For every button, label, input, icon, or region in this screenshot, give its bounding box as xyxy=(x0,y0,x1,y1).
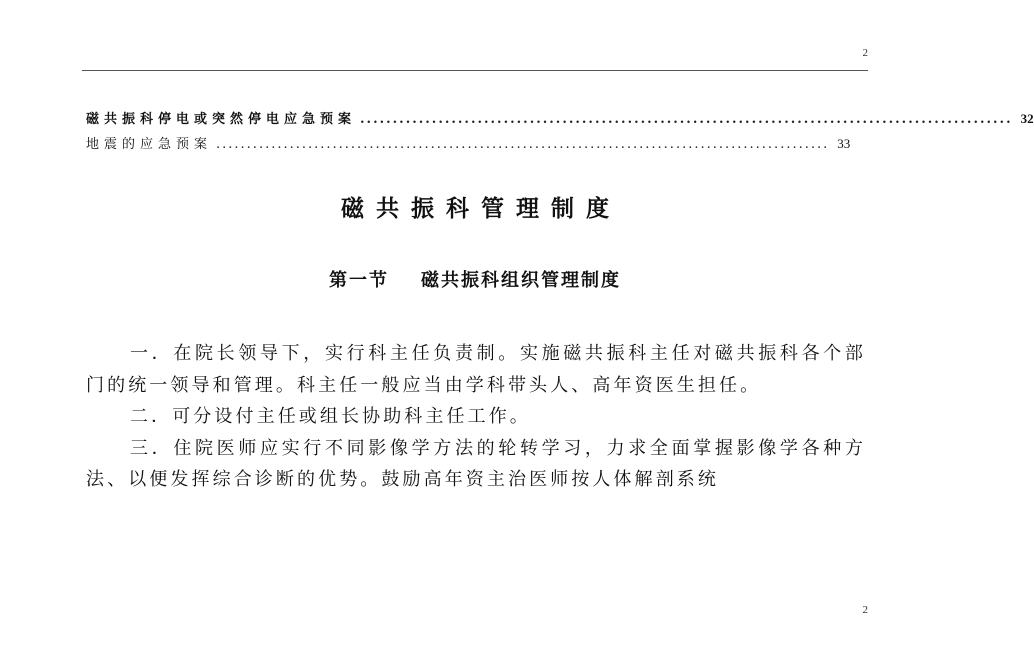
toc-entry-title: 磁共振科停电或突然停电应急预案 xyxy=(86,112,357,127)
page-number-top: 2 xyxy=(862,47,868,59)
toc-entry[interactable] xyxy=(86,133,851,158)
paragraph-1: 一．在院长领导下，实行科主任负责制。实施磁共振科主任对磁共振科各个部门的统一领导和管理。科主任一般应当由学科带头人、高年资医生担任。 xyxy=(86,343,866,396)
toc-leader-dots: .................................................................................................... xyxy=(360,112,1013,127)
toc-entry[interactable] xyxy=(86,108,1034,133)
page-number-bottom: 2 xyxy=(862,604,868,616)
paragraph-3: 三．住院医师应实行不同影像学方法的轮转学习，力求全面掌握影像学各种方法、以便发挥综合诊断的优势。鼓励高年资主治医师按人体解剖系统 xyxy=(86,437,866,490)
section-number: 第一节 xyxy=(329,270,389,291)
section-name: 磁共振科组织管理制度 xyxy=(421,270,621,291)
document-title: 磁共振科管理制度 xyxy=(341,195,621,222)
toc-entry-page: 33 xyxy=(837,136,851,151)
paragraph-2: 二．可分设付主任或组长协助科主任工作。 xyxy=(130,406,531,427)
section-heading xyxy=(0,266,950,292)
toc-leader-dots: .................................................................................................... xyxy=(216,137,830,152)
toc-entry-page: 32 xyxy=(1020,111,1034,126)
table-of-contents xyxy=(86,108,1034,158)
toc-entry-title: 地震的应急预案 xyxy=(86,137,213,152)
header-divider xyxy=(82,70,868,71)
body-text xyxy=(86,338,866,496)
